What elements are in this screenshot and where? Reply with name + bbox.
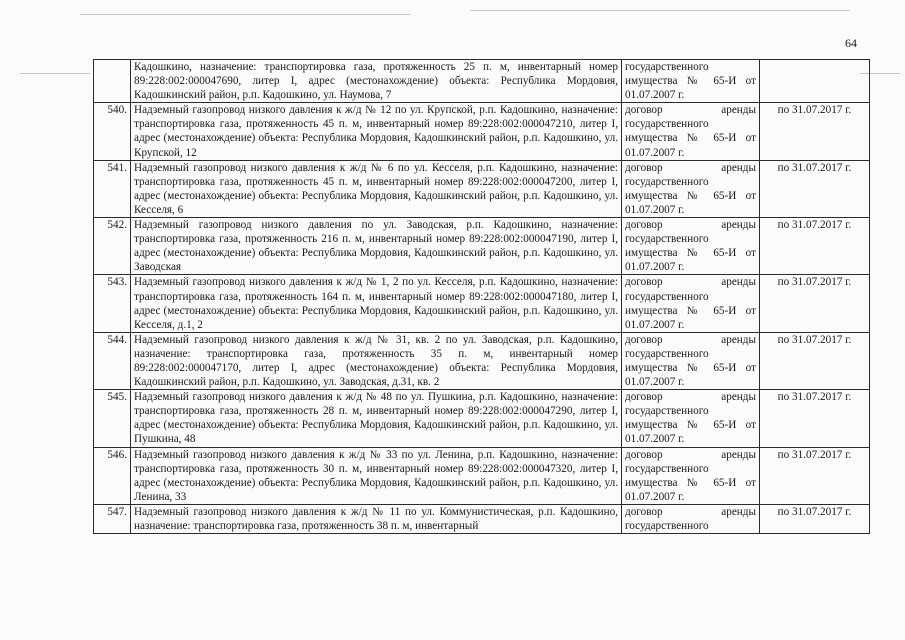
lease-term: по 31.07.2017 г.: [760, 275, 870, 332]
scan-artifact: [470, 10, 850, 11]
table-row: [94, 504, 870, 533]
basis-details: государственного имущества № 65-И от 01.07.2007 г.: [625, 405, 756, 446]
basis-details: государственного имущества № 65-И от 01.07.2007 г.: [625, 118, 756, 159]
table-row: [94, 332, 870, 389]
basis-details: государственного имущества № 65-И от 01.07.2007 г.: [625, 347, 756, 389]
table-row: [94, 60, 870, 103]
row-number: 540.: [94, 103, 131, 160]
row-number: 544.: [94, 332, 131, 389]
table-row: [94, 218, 870, 275]
legal-basis: [622, 60, 760, 103]
basis-first-line: [625, 103, 756, 117]
basis-first-line: [625, 333, 756, 347]
row-number: [94, 60, 131, 103]
legal-basis: [622, 275, 760, 332]
object-description: Надземный газопровод низкого давления по ул. Заводская, р.п. Кадошкино, назначение: транспортировка газа, протяженность 216 п. м, инвентарный номер 89:228:002:000047190, литер I, адрес (местонахождение) объекта: Республика Мордовия, Кадошкинский район, р.п. Кадошкино, ул. Заводская: [131, 218, 622, 275]
lease-term: по 31.07.2017 г.: [760, 504, 870, 533]
table-row: [94, 275, 870, 332]
row-number: 545.: [94, 390, 131, 447]
object-description: Надземный газопровод низкого давления к ж/д № 31, кв. 2 по ул. Заводская, р.п. Кадошкино, назначение: транспортировка газа, протяженность 35 п. м, инвентарный номер 89:228:002:000047170, литер I, адрес (местонахождение) объекта: Республика Мордовия, Кадошкинский район, р.п. Кадошкино, ул. Заводская, д.31, кв. 2: [131, 332, 622, 389]
basis-first-line: [625, 275, 756, 289]
basis-details: государственного имущества № 65-И от 01.07.2007 г.: [625, 61, 756, 102]
basis-doc-kind: аренды: [721, 219, 756, 232]
basis-details: государственного: [625, 520, 709, 532]
lease-term: по 31.07.2017 г.: [760, 390, 870, 447]
lease-term: по 31.07.2017 г.: [760, 103, 870, 160]
object-description: Надземный газопровод низкого давления к ж/д № 1, 2 по ул. Кесселя, р.п. Кадошкино, назначение: транспортировка газа, протяженность 164 п. м, инвентарный номер 89:228:002:000047180, литер I, адрес (местонахождение) объекта: Республика Мордовия, Кадошкинский район, р.п. Кадошкино, ул. Кесселя, д.1, 2: [131, 275, 622, 332]
basis-first-line: [625, 218, 756, 232]
row-number: 542.: [94, 218, 131, 275]
basis-doc-kind: аренды: [721, 104, 756, 117]
table-row: [94, 390, 870, 447]
basis-doc-kind: аренды: [721, 161, 756, 174]
basis-doc-type: договор: [625, 333, 663, 346]
lease-term: по 31.07.2017 г.: [760, 447, 870, 504]
basis-first-line: [625, 505, 756, 519]
table-row: [94, 447, 870, 504]
basis-details: государственного имущества № 65-И от 01.07.2007 г.: [625, 233, 756, 274]
legal-basis: [622, 447, 760, 504]
table-row: [94, 160, 870, 217]
basis-details: государственного имущества № 65-И от 01.07.2007 г.: [625, 175, 756, 216]
basis-doc-type: договор: [625, 161, 663, 174]
object-description: Надземный газопровод низкого давления к ж/д № 6 по ул. Кесселя, р.п. Кадошкино, назначение: транспортировка газа, протяженность 45 п. м, инвентарный номер 89:228:002:000047200, литер I, адрес (местонахождение) объекта: Республика Мордовия, Кадошкинский район, р.п. Кадошкино, ул. Кесселя, 6: [131, 160, 622, 217]
object-description: Надземный газопровод низкого давления к ж/д № 11 по ул. Коммунистическая, р.п. Кадошкино, назначение: транспортировка газа, протяженность 38 п. м, инвентарный: [131, 504, 622, 533]
page-number: 64: [845, 36, 857, 50]
basis-first-line: [625, 448, 756, 462]
lease-term: по 31.07.2017 г.: [760, 218, 870, 275]
object-description: Надземный газопровод низкого давления к ж/д № 48 по ул. Пушкина, р.п. Кадошкино, назначение: транспортировка газа, протяженность 28 п. м, инвентарный номер 89:228:002:000047290, литер I, адрес (местонахождение) объекта: Республика Мордовия, Кадошкинский район, р.п. Кадошкино, ул. Пушкина, 48: [131, 390, 622, 447]
object-description: Надземный газопровод низкого давления к ж/д № 33 по ул. Ленина, р.п. Кадошкино, назначение: транспортировка газа, протяженность 30 п. м, инвентарный номер 89:228:002:000047320, литер I, адрес (местонахождение) объекта: Республика Мордовия, Кадошкинский район, р.п. Кадошкино, ул. Ленина, 33: [131, 447, 622, 504]
basis-doc-type: договор: [625, 505, 663, 518]
basis-details: государственного имущества № 65-И от 01.07.2007 г.: [625, 462, 756, 503]
legal-basis: [622, 103, 760, 160]
basis-details: государственного имущества № 65-И от 01.07.2007 г.: [625, 290, 756, 331]
basis-doc-kind: аренды: [721, 276, 756, 289]
basis-doc-kind: аренды: [721, 333, 756, 346]
basis-doc-type: договор: [625, 104, 663, 117]
legal-basis: [622, 332, 760, 389]
table-row: [94, 103, 870, 160]
basis-doc-kind: аренды: [721, 505, 756, 518]
lease-term: [760, 60, 870, 103]
basis-doc-kind: аренды: [721, 391, 756, 404]
basis-doc-type: договор: [625, 391, 663, 404]
basis-first-line: [625, 161, 756, 175]
lease-term: по 31.07.2017 г.: [760, 332, 870, 389]
row-number: 546.: [94, 447, 131, 504]
basis-doc-type: договор: [625, 448, 663, 461]
scan-artifact: [80, 14, 410, 15]
legal-basis: [622, 218, 760, 275]
basis-doc-type: договор: [625, 276, 663, 289]
object-description: Кадошкино, назначение: транспортировка газа, протяженность 25 п. м, инвентарный номер 89:228:002:000047690, литер I, адрес (местонахождение) объекта: Республика Мордовия, Кадошкинский район, р.п. Кадошкино, ул. Наумова, 7: [131, 60, 622, 103]
basis-doc-kind: аренды: [721, 448, 756, 461]
basis-first-line: [625, 390, 756, 404]
basis-doc-type: договор: [625, 219, 663, 232]
legal-basis: [622, 504, 760, 533]
property-registry-table: [93, 59, 870, 534]
legal-basis: [622, 160, 760, 217]
legal-basis: [622, 390, 760, 447]
scan-artifact: [20, 73, 90, 74]
lease-term: по 31.07.2017 г.: [760, 160, 870, 217]
registry-body: [94, 60, 870, 534]
row-number: 543.: [94, 275, 131, 332]
row-number: 541.: [94, 160, 131, 217]
row-number: 547.: [94, 504, 131, 533]
object-description: Надземный газопровод низкого давления к ж/д № 12 по ул. Крупской, р.п. Кадошкино, назначение: транспортировка газа, протяженность 45 п. м, инвентарный номер 89:228:002:000047210, литер I, адрес (местонахождение) объекта: Республика Мордовия, Кадошкинский район, р.п. Кадошкино, ул. Крупской, 12: [131, 103, 622, 160]
